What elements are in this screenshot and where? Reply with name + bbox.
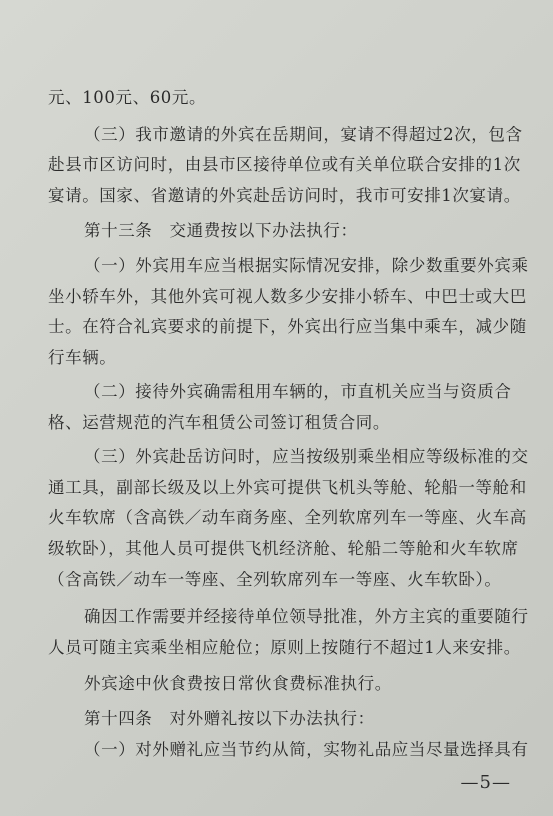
text-line: 行车辆。 (48, 348, 117, 367)
text-line: 坐小轿车外，其他外宾可视人数多少安排小轿车、中巴士或大巴 (48, 287, 527, 306)
text-line: 宴请。国家、省邀请的外宾赴岳访问时，我市可安排1次宴请。 (48, 186, 521, 205)
text-line: （三）外宾赴岳访问时，应当按级别乘坐相应等级标准的交 (84, 447, 529, 466)
page-number: —5— (460, 772, 511, 793)
text-line: （含高铁／动车一等座、全列软席列车一等座、火车软卧）。 (48, 570, 502, 589)
text-line: 火车软席（含高铁／动车商务座、全列软席列车一等座、火车高 (48, 508, 527, 527)
section-heading: 第十三条 交通费按以下办法执行： (84, 221, 358, 240)
text-line: 级软卧），其他人员可提供飞机经济舱、轮船二等舱和火车软席 (48, 539, 519, 558)
text-line: （二）接待外宾确需租用车辆的，市直机关应当与资质合 (84, 382, 512, 401)
text-line: 元、100元、60元。 (48, 88, 207, 107)
text-line: 通工具，副部长级及以上外宾可提供飞机头等舱、轮船一等舱和 (48, 478, 527, 497)
text-line: 士。在符合礼宾要求的前提下，外宾出行应当集中乘车，减少随 (48, 317, 527, 336)
text-line: （三）我市邀请的外宾在岳期间，宴请不得超过2次，包含 (84, 125, 523, 144)
text-line: 确因工作需要并经接待单位领导批准，外方主宾的重要随行 (84, 607, 529, 626)
text-line: （一）外宾用车应当根据实际情况安排，除少数重要外宾乘 (84, 256, 529, 275)
text-line: 赴县市区访问时，由县市区接待单位或有关单位联合安排的1次 (48, 155, 521, 174)
text-line: 格、运营规范的汽车租赁公司签订租赁合同。 (48, 413, 390, 432)
text-line: 外宾途中伙食费按日常伙食费标准执行。 (84, 674, 392, 693)
text-line: 人员可随主宾乘坐相应舱位；原则上按随行不超过1人来安排。 (48, 638, 521, 657)
section-heading: 第十四条 对外赠礼按以下办法执行： (84, 709, 375, 728)
text-line: （一）对外赠礼应当节约从简，实物礼品应当尽量选择具有 (84, 740, 529, 759)
